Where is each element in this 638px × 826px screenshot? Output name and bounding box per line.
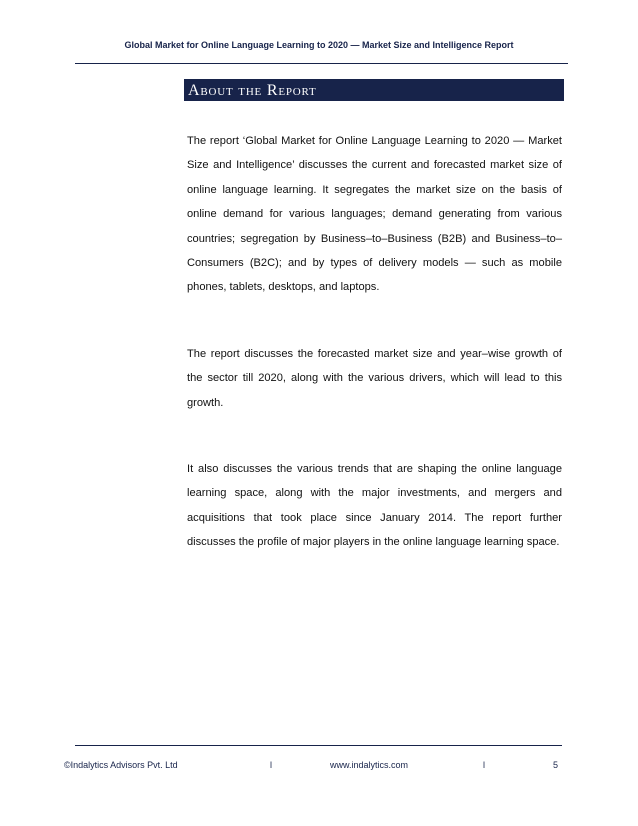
- body-paragraph: The report discusses the forecasted market size and year–wise growth of the sector till 2020, along with the various drivers, which will lead to this growth.: [187, 347, 562, 409]
- section-heading: About the Report: [188, 82, 317, 99]
- header-divider: [75, 63, 568, 64]
- page-footer: [0, 760, 638, 774]
- footer-page-number: 5: [553, 760, 559, 770]
- page-header-title: Global Market for Online Language Learning to 2020 — Market Size and Intelligence Report: [124, 40, 514, 50]
- footer-website-link[interactable]: www.indalytics.com: [330, 760, 409, 770]
- report-body: [187, 129, 562, 555]
- body-paragraph: The report ‘Global Market for Online Language Learning to 2020 — Market Size and Intelligence’ discusses the current and forecasted market size of online language learning. It segregates the market size on the basis of online demand for various languages; demand generating from various countries; segregation by Business–to–Business (B2B) and Business–to–Consumers (B2C); and by types of delivery models — such as mobile phones, tablets, desktops, and laptops.: [187, 135, 562, 294]
- footer-separator: l: [270, 760, 272, 770]
- footer-divider: [75, 745, 562, 746]
- footer-copyright: ©Indalytics Advisors Pvt. Ltd: [64, 760, 178, 770]
- body-paragraph: It also discusses the various trends that are shaping the online language learning space, along with the major investments, and mergers and acquisitions that took place since January 2014. The report further discusses the profile of major players in the online language learning space.: [187, 463, 562, 549]
- footer-separator: l: [483, 760, 485, 770]
- section-heading-bar: [184, 79, 564, 101]
